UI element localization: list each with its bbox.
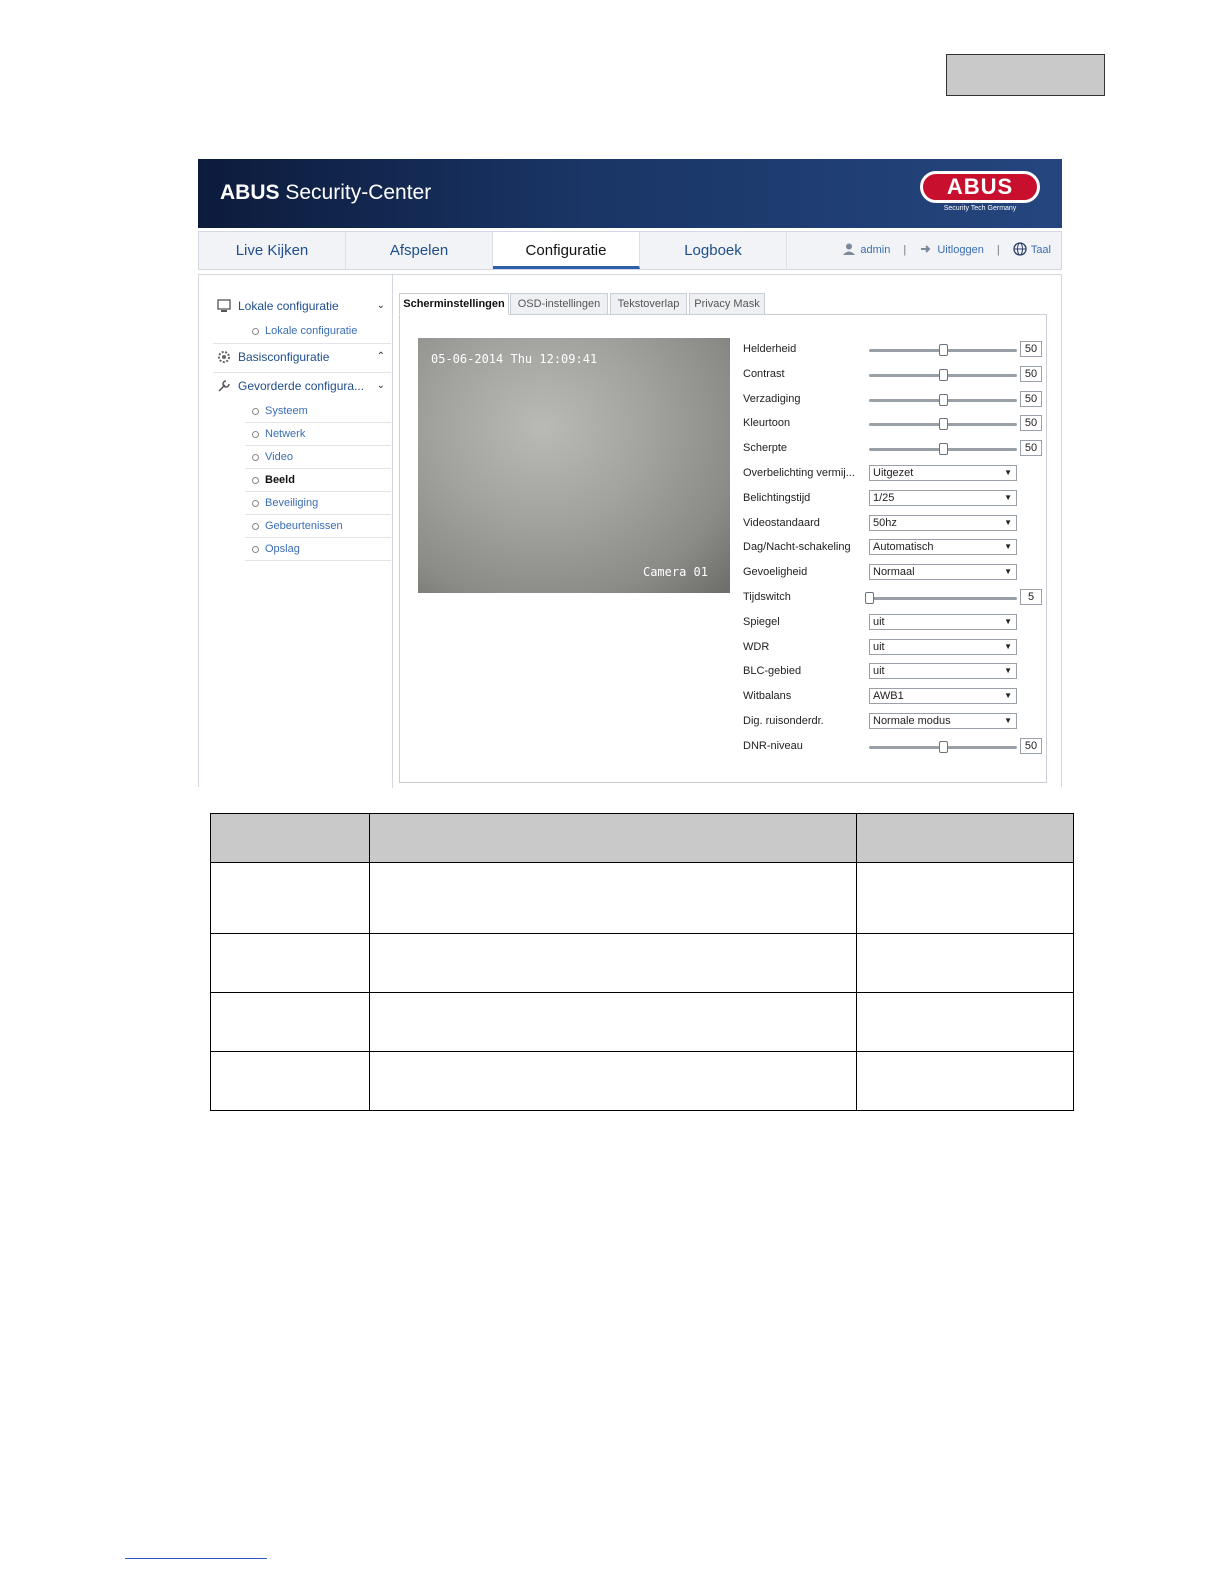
panel-frame: [399, 314, 1047, 783]
setting-label: Helderheid: [743, 343, 797, 355]
dropdown-arrow-icon[interactable]: ▼: [1004, 642, 1012, 651]
setting-row-spiegel: [743, 614, 1043, 632]
kleurtoon-value-input[interactable]: 50: [1020, 415, 1042, 431]
select-value: Normale modus: [873, 715, 951, 727]
slider-thumb[interactable]: [939, 741, 948, 753]
logout-icon[interactable]: [919, 242, 933, 256]
belichtingstijd-select[interactable]: [869, 490, 1017, 506]
dag-nacht-schakeling-select[interactable]: [869, 539, 1017, 555]
video-timestamp: 05-06-2014 Thu 12:09:41: [431, 352, 598, 366]
setting-row-kleurtoon: [743, 415, 1043, 433]
sidebar-item-video[interactable]: Video: [245, 446, 391, 469]
setting-row-verzadiging: [743, 391, 1043, 409]
sidebar-item-beeld[interactable]: Beeld: [245, 469, 391, 492]
globe-icon[interactable]: [1013, 242, 1027, 256]
select-value: uit: [873, 665, 885, 677]
select-value: 50hz: [873, 517, 897, 529]
spiegel-select[interactable]: [869, 614, 1017, 630]
setting-row-gevoeligheid: [743, 564, 1043, 582]
setting-label: DNR-niveau: [743, 740, 803, 752]
tab-osd-instellingen[interactable]: OSD-instellingen: [510, 293, 608, 315]
gevoeligheid-select[interactable]: [869, 564, 1017, 580]
overbelichting-vermij-select[interactable]: [869, 465, 1017, 481]
setting-label: Dag/Nacht-schakeling: [743, 541, 851, 553]
slider-thumb[interactable]: [939, 344, 948, 356]
dropdown-arrow-icon[interactable]: ▼: [1004, 468, 1012, 477]
language-link[interactable]: Taal: [1030, 244, 1051, 256]
witbalans-select[interactable]: [869, 688, 1017, 704]
select-value: Uitgezet: [873, 467, 914, 479]
wrench-icon: [217, 379, 231, 393]
contrast-slider[interactable]: [869, 374, 1017, 377]
wdr-select[interactable]: [869, 639, 1017, 655]
abus-logo: ABUS Security Tech Germany: [920, 171, 1040, 215]
setting-row-dag-nacht-schakeling: [743, 539, 1043, 557]
select-value: 1/25: [873, 492, 895, 504]
live-video-preview: [418, 338, 730, 593]
tab-logboek[interactable]: Logboek: [640, 232, 787, 269]
gear-icon: [217, 350, 231, 364]
setting-label: WDR: [743, 641, 770, 653]
video-camera-name: Camera 01: [642, 565, 708, 579]
table-row: [211, 934, 1074, 993]
image-settings-panel: [399, 293, 1047, 783]
setting-row-overbelichting-vermij: [743, 465, 1043, 483]
helderheid-value-input[interactable]: 50: [1020, 341, 1042, 357]
helderheid-slider[interactable]: [869, 349, 1017, 352]
dropdown-arrow-icon[interactable]: ▼: [1004, 493, 1012, 502]
sidebar-item-systeem[interactable]: Systeem: [245, 400, 391, 423]
slider-thumb[interactable]: [865, 592, 874, 604]
sidebar-section-gevorderde-configuratie[interactable]: Gevorderde configura... ⌄: [213, 373, 391, 399]
setting-label: Gevoeligheid: [743, 566, 808, 578]
document-table: [210, 813, 1074, 1111]
setting-label: Contrast: [743, 368, 785, 380]
slider-thumb[interactable]: [939, 394, 948, 406]
chevron-up-icon[interactable]: ⌃: [376, 351, 385, 362]
setting-label: Scherpte: [743, 442, 788, 454]
content-area: [198, 274, 1062, 787]
dropdown-arrow-icon[interactable]: ▼: [1004, 691, 1012, 700]
dropdown-arrow-icon[interactable]: ▼: [1004, 542, 1012, 551]
dnr-niveau-value-input[interactable]: 50: [1020, 738, 1042, 754]
tab-live-kijken[interactable]: Live Kijken: [199, 232, 346, 269]
blc-gebied-select[interactable]: [869, 663, 1017, 679]
sidebar-item-gebeurtenissen[interactable]: Gebeurtenissen: [245, 515, 391, 538]
username[interactable]: admin: [860, 244, 891, 256]
sidebar-section-basisconfiguratie[interactable]: Basisconfiguratie ⌃: [213, 344, 391, 370]
slider-thumb[interactable]: [939, 443, 948, 455]
setting-row-blc-gebied: [743, 663, 1043, 681]
setting-row-helderheid: [743, 341, 1043, 359]
user-area: admin | Uitloggen | Taal: [842, 232, 1051, 269]
verzadiging-value-input[interactable]: 50: [1020, 391, 1042, 407]
select-value: Normaal: [873, 566, 915, 578]
select-value: Automatisch: [873, 541, 934, 553]
dig-ruisonderdr-select[interactable]: [869, 713, 1017, 729]
table-row: [211, 993, 1074, 1052]
main-nav: [198, 231, 1062, 270]
sidebar-item-opslag[interactable]: Opslag: [245, 538, 391, 561]
select-value: uit: [873, 641, 885, 653]
setting-row-scherpte: [743, 440, 1043, 458]
sidebar-item-beveiliging[interactable]: Beveiliging: [245, 492, 391, 515]
sidebar-item-lokale-configuratie[interactable]: Lokale configuratie: [245, 320, 391, 343]
user-icon: [842, 242, 856, 256]
setting-label: Witbalans: [743, 690, 792, 702]
verzadiging-slider[interactable]: [869, 399, 1017, 402]
setting-label: Kleurtoon: [743, 417, 791, 429]
setting-label: Verzadiging: [743, 393, 801, 405]
sidebar-item-netwerk[interactable]: Netwerk: [245, 423, 391, 446]
tijdswitch-slider[interactable]: [869, 597, 1017, 600]
header-banner: [198, 159, 1062, 228]
tijdswitch-value-input[interactable]: 5: [1020, 589, 1042, 605]
setting-label: Overbelichting vermij...: [743, 467, 855, 479]
setting-label: Tijdswitch: [743, 591, 791, 603]
tab-scherminstellingen[interactable]: Scherminstellingen: [399, 293, 509, 315]
sidebar: [199, 275, 393, 788]
setting-row-dig-ruisonderdr: [743, 713, 1043, 731]
setting-label: Videostandaard: [743, 517, 820, 529]
kleurtoon-slider[interactable]: [869, 423, 1017, 426]
dropdown-arrow-icon[interactable]: ▼: [1004, 617, 1012, 626]
sidebar-section-lokale-configuratie[interactable]: Lokale configuratie ⌄: [213, 293, 391, 319]
logout-link[interactable]: Uitloggen: [937, 244, 984, 256]
chevron-down-icon[interactable]: ⌄: [376, 380, 385, 391]
setting-label: Dig. ruisonderdr.: [743, 715, 824, 727]
scherpte-slider[interactable]: [869, 448, 1017, 451]
setting-row-witbalans: [743, 688, 1043, 706]
app-title: ABUS Security-Center: [220, 181, 432, 204]
chevron-down-icon[interactable]: ⌄: [376, 300, 385, 311]
dropdown-arrow-icon[interactable]: ▼: [1004, 716, 1012, 725]
table-row: [211, 863, 1074, 934]
videostandaard-select[interactable]: [869, 515, 1017, 531]
setting-row-videostandaard: [743, 515, 1043, 533]
setting-row-contrast: [743, 366, 1043, 384]
abus-web-interface: [198, 159, 1062, 787]
slider-thumb[interactable]: [939, 418, 948, 430]
monitor-icon: [217, 299, 231, 313]
tab-configuratie[interactable]: Configuratie: [493, 232, 640, 269]
contrast-value-input[interactable]: 50: [1020, 366, 1042, 382]
tab-privacy-mask[interactable]: Privacy Mask: [689, 293, 765, 315]
dropdown-arrow-icon[interactable]: ▼: [1004, 518, 1012, 527]
table-header-row: [211, 814, 1074, 863]
setting-row-dnr-niveau: [743, 738, 1043, 756]
setting-label: Belichtingstijd: [743, 492, 811, 504]
setting-row-belichtingstijd: [743, 490, 1043, 508]
tab-afspelen[interactable]: Afspelen: [346, 232, 493, 269]
scherpte-value-input[interactable]: 50: [1020, 440, 1042, 456]
setting-label: Spiegel: [743, 616, 780, 628]
setting-row-wdr: [743, 639, 1043, 657]
slider-thumb[interactable]: [939, 369, 948, 381]
tab-tekstoverlap[interactable]: Tekstoverlap: [610, 293, 687, 315]
setting-label: BLC-gebied: [743, 665, 802, 677]
select-value: AWB1: [873, 690, 904, 702]
dnr-niveau-slider[interactable]: [869, 746, 1017, 749]
page-header-box: [946, 54, 1105, 96]
dropdown-arrow-icon[interactable]: ▼: [1004, 666, 1012, 675]
table-row: [211, 1052, 1074, 1111]
dropdown-arrow-icon[interactable]: ▼: [1004, 567, 1012, 576]
select-value: uit: [873, 616, 885, 628]
footnote-separator: [125, 1558, 267, 1559]
setting-row-tijdswitch: [743, 589, 1043, 607]
